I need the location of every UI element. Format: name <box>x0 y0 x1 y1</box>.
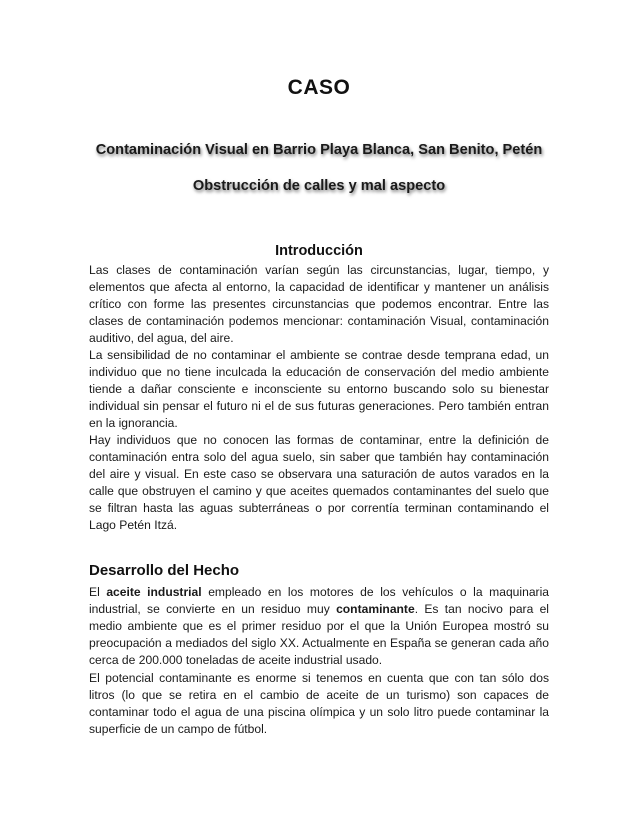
development-heading: Desarrollo del Hecho <box>89 562 240 579</box>
document-subtitle: Contaminación Visual en Barrio Playa Blanca, San Benito, Petén <box>95 142 543 158</box>
development-p1-bold-2: contaminante <box>336 601 415 616</box>
development-p1-text-1: El <box>89 585 107 599</box>
intro-paragraph-2: La sensibilidad de no contaminar el ambiente se contrae desde temprana edad, un individuo que no tiene inculcada la educación de conservación del medio ambiente tiende a dañar consciente e inconsciente su entorno buscando solo su bienestar individual sin pensar el futuro ni el de sus futuras generaciones. Pero también entran en la ignorancia. <box>89 348 549 430</box>
development-paragraph-2: El potencial contaminante es enorme si tenemos en cuenta que con tan sólo dos litros (lo que se retira en el cambio de aceite de un turismo) son capaces de contaminar todo el agua de una piscina olímpica y un solo litro puede contaminar la superficie de un campo de fútbol. <box>89 671 549 736</box>
intro-paragraph-1: Las clases de contaminación varían según las circunstancias, lugar, tiempo, y elementos que afecta al entorno, la capacidad de identificar y mantener un análisis crítico con forme las presentes circunstancias que podemos encontrar. Entre las clases de contaminación podemos mencionar: contaminación Visual, contaminación auditivo, del agua, del aire. <box>89 263 549 345</box>
development-p1-bold-1: aceite industrial <box>106 585 202 599</box>
development-p1-text-3: . Es tan nocivo para el medio ambiente que es el primer residuo por el que la Unión Europea mostró su preocupación a mediados del siglo XX. Actualmente en España se generan cada año cerca de 200.000 toneladas de aceite industrial usado. <box>89 601 549 667</box>
intro-heading: Introducción <box>275 243 363 259</box>
intro-paragraph-3: Hay individuos que no conocen las formas de contaminar, entre la definición de contaminación entra solo del agua suelo, sin saber que también hay contaminación del aire y visual. En este caso se observara una saturación de autos varados en la calle que obstruyen el camino y que aceites quemados contaminantes del suelo que se filtran hasta las aguas subterráneas o por correntía terminan contaminando el Lago Petén Itzá. <box>89 433 549 532</box>
development-paragraph-1 <box>89 584 549 669</box>
document-subheading: Obstrucción de calles y mal aspecto <box>192 178 446 194</box>
document-title: CASO <box>287 76 351 99</box>
development-p1-text-2: empleado en los motores de los vehículos o la maquinaria industrial, se convierte en un residuo muy <box>89 585 549 616</box>
